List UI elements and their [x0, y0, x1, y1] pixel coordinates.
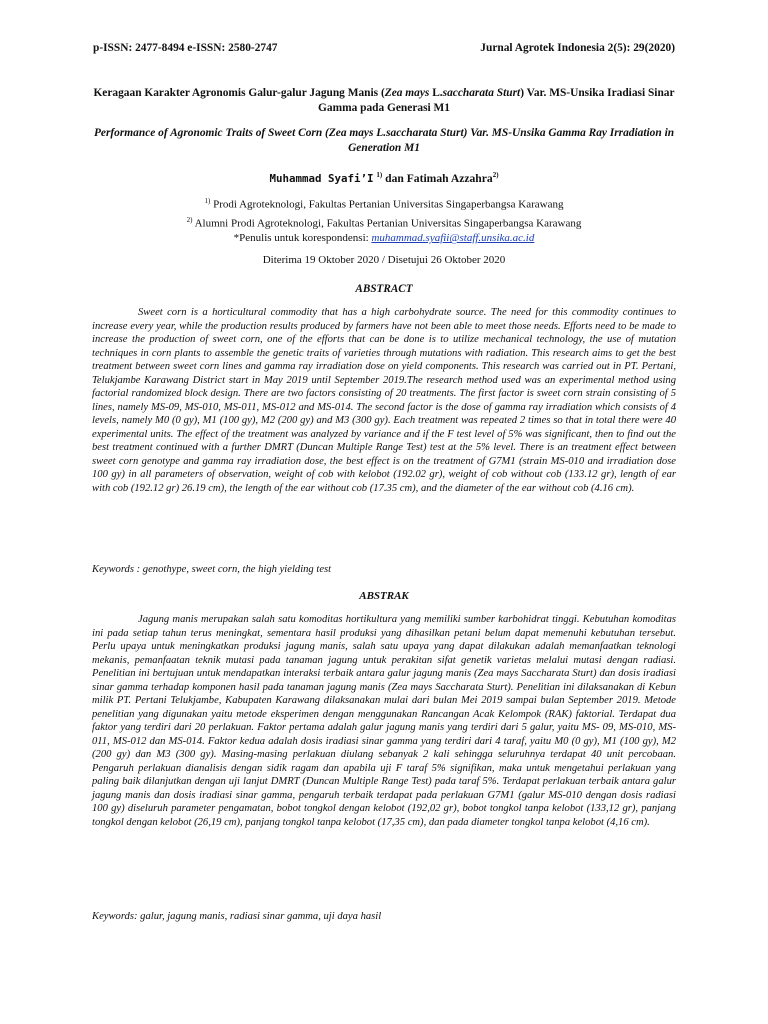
abstrak-body: Jagung manis merupakan salah satu komoditas hortikultura yang memiliki sumber karbohidrat tinggi. Kebutuhan komoditas ini pada setiap tahun terus meningkat, sementara hasil produksi yang dihasilkan petani belum dapat memenuhi kebutuhan tersebut. Perlu upaya untuk meningkatkan produksi jagung manis, salah satu upaya yang dapat dilakukan adalah memanfaatkan teknologi mekanis, pemanfaatan teknik mutasi pada tanaman jagung untuk perakitan sifat genetik varietas melalui mutasi dengan radiasi. Penelitian ini bertujuan untuk mendapatkan interaksi terbaik antara galur jagung manis (Zea mays Saccharata Sturt) dan dosis iradiasi sinar gamma terhadap komponen hasil pada tanaman jagung manis (Zea mays Saccharata Sturt). Penelitian ini dilaksanakan di Kebun milik PT. Pertani Telukjambe, Kabupaten Karawang dilaksanakan mulai dari bulan Mei 2019 sampai bulan September 2019. Metode penelitian yang digunakan yaitu metode eksperimen dengan menggunakan Rancangan Acak Kelompok (RAK) faktorial. Terdapat dua faktor yang terdiri dari 20 perlakuan. Faktor pertama adalah galur jagung manis yang terdiri dari 5 galur, yaitu MS- 09, MS-010, MS-011, MS-012 dan MS-014. Faktor kedua adalah dosis iradiasi sinar gamma yang terdiri dari 4 taraf, yaitu M0 (0 gy), M1 (100 gy), M2 (200 gy) dan M3 (300 gy). Masing-masing perlakuan diulang sebanyak 2 kali sehingga seluruhnya terdapat 40 unit percobaan. Pengaruh perlakuan dianalisis dengan sidik ragam dan apabila uji F taraf 5% signifikan, maka untuk mengetahui perlakuan yang paling baik dilanjutkan dengan uji lanjut DMRT (Duncan Multiple Range Test) pada taraf 5%. Terdapat perlakuan terbaik antara galur jagung manis dan dosis iradiasi sinar gamma, pengaruh terbaik terdapat pada perlakuan G7M1 (galur MS-010 dengan dosis radiasi 100 gy) diseluruh parameter pengamatan, bobot tongkol dengan kelobot (192,02 gr), bobot tongkol tanpa kelobot (133,12 gr), panjang tongkol dengan kelobot (26,19 cm), panjang tongkol tanpa kelobot (17,35 cm), dan pada diameter tongkol tanpa kelobot (4,16 cm).	[92, 614, 676, 828]
affiliation-1-mark: 1)	[204, 197, 211, 205]
issn-numbers: p-ISSN: 2477-8494 e-ISSN: 2580-2747	[93, 42, 278, 54]
affiliation-1	[0, 194, 768, 213]
author-1-name: Muhammad Syafi’I	[269, 171, 374, 185]
running-header	[93, 42, 675, 54]
affiliation-2-mark: 2)	[186, 215, 193, 224]
title-indonesian	[80, 86, 688, 116]
affiliations	[0, 194, 768, 246]
correspondence-label: *Penulis untuk korespondensi:	[233, 232, 372, 245]
affiliation-2	[0, 213, 768, 232]
affiliation-1-text: Prodi Agroteknologi, Fakultas Pertanian Universitas Singaperbangsa Karawang	[210, 198, 564, 211]
correspondence	[0, 231, 768, 246]
author-joiner: dan	[382, 171, 407, 185]
correspondence-email-link[interactable]: muhammad.syafii@staff.unsika.ac.id	[371, 232, 535, 245]
affiliation-2-text: Alumni Prodi Agroteknologi, Fakultas Pertanian Universitas Singaperbangsa Karawang	[192, 217, 582, 230]
abstrak-keywords: Keywords: galur, jagung manis, radiasi sinar gamma, uji daya hasil	[92, 911, 382, 922]
abstract-body: Sweet corn is a horticultural commodity that has a high carbohydrate source. The need for this commodity continues to increase every year, while the production results produced by farmers have not been able to meet those needs. Efforts need to be made to increase the production of sweet corn, one of the efforts that can be done is to utilize mechanical technology, the use of mutation techniques in corn plants to assemble the genetic traits of varieties through mutations with radiation. This research aims to get the best treatment between sweet corn lines and gamma ray irradiation dose on yield components. This research was carried out in PT. Pertani, Telukjambe Karawang District start in May 2019 until September 2019.The research method used was an experimental method using factorial randomized block design. There are two factors consisting of 20 treatments. The first factor is sweet corn strain consisting of 5 lines, namely MS-09, MS-010, MS-011, MS-012 and MS-014. The second factor is the dose of gamma ray irradiation which consists of 4 levels, namely M0 (0 gy), M1 (100 gy), M2 (200 gy) and M3 (300 gy). Each treatment was repeated 2 times so that in total there were 40 experimental units. The effect of the treatment was analyzed by variance and if the F test level of 5% was significant, then to find out the best treatment continued with a further DMRT (Duncan Multiple Range Test) test at the 5% level. There is an treatment effect between sweet corn genotype and gamma ray irradiation dose, the best effect is on the treatment of G7M1 (strain MS-010 and irradiation dose 100 gy) in all parameters of observation, weight of cob with kelobot (192.02 gr), weight of cob without cob (133.12 gr), length of ear with cob (192.12 gr) 26.19 cm), the length of the ear without cob (17.35 cm), and the diameter of the ear without cob (4.16 cm).	[92, 307, 676, 494]
received-accepted-dates: Diterima 19 Oktober 2020 / Disetujui 26 Oktober 2020	[262, 254, 506, 266]
author-1-affil-mark: 1)	[376, 171, 383, 179]
title-id-part1: Keragaan Karakter Agronomis Galur-galur Jagung Manis (	[93, 87, 385, 99]
abstrak-heading: ABSTRAK	[359, 590, 409, 602]
title-id-species: Zea mays	[384, 87, 430, 99]
journal-citation: Jurnal Agrotek Indonesia 2(5): 29(2020)	[480, 42, 675, 54]
author-2-name: Fatimah Azzahra	[406, 171, 493, 185]
abstract-keywords: Keywords : genothype, sweet corn, the high yielding test	[92, 564, 332, 575]
title-id-variety: saccharata Sturt	[442, 87, 521, 99]
author-list	[0, 171, 768, 185]
author-2-affil-mark: 2)	[492, 171, 499, 179]
title-english: Performance of Agronomic Traits of Sweet Corn (Zea mays L.saccharata Sturt) Var. MS-Unsika Gamma Ray Irradiation in Generation M1	[93, 127, 675, 154]
title-id-part3: ) Var. MS-Unsika Iradiasi Sinar Gamma pada Generasi M1	[318, 87, 675, 114]
title-id-part2: L.	[429, 87, 443, 99]
abstract-heading: ABSTRACT	[355, 283, 413, 295]
